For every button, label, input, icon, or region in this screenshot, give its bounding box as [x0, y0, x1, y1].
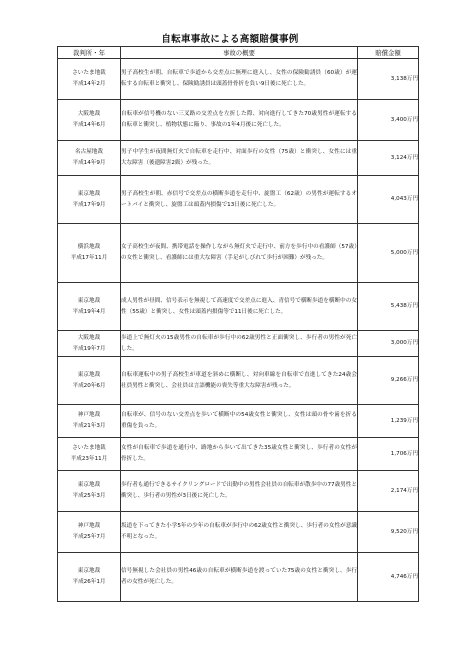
case-summary-cell: 歩行者も通行できるサイクリングロードで出勤中の男性会社員の自転車が散歩中の77歳男性と衝突し、歩行者の男性が3日後に死亡した。 — [121, 471, 358, 512]
case-court-cell — [58, 141, 121, 176]
case-summary-cell: 信号無視した会社員の男性46歳の自転車が横断歩道を渡っていた75歳の女性と衝突し、歩行者の女性が死亡した。 — [121, 553, 358, 602]
court-name: さいたま地裁 — [72, 445, 106, 451]
case-summary-cell: 歩道上で無灯火の15歳男性の自転車が歩行中の62歳男性と正面衝突し、歩行者の男性が死亡した。 — [121, 331, 358, 357]
table-row — [58, 176, 419, 224]
judgment-year: 平成26年1月 — [72, 579, 106, 585]
judgment-year: 平成25年7月 — [72, 534, 106, 540]
table-row — [58, 512, 419, 553]
compensation-cases-table — [57, 46, 419, 602]
judgment-year: 平成25年3月 — [72, 493, 106, 499]
table-row — [58, 553, 419, 602]
compensation-amount-cell: 1,239万円 — [358, 405, 419, 438]
case-summary-cell: 男子高校生が朝、自転車で歩道から交差点に無理に進入し、女性の保険勧誘員（60歳）が運転する自転車と衝突し、保険勧誘員は頭蓋骨骨折を負い9日後に死亡した。 — [121, 59, 358, 100]
header-court: 裁判所・年 — [58, 47, 121, 59]
judgment-year: 平成14年2月 — [72, 81, 106, 87]
court-name: 東京地裁 — [77, 568, 101, 574]
case-court-cell — [58, 553, 121, 602]
case-summary-cell: 男子高校生が朝、赤信号で交差点の横断歩道を走行中、旋盤工（62歳）の男性が運転するオートバイと衝突し、旋盤工は頭蓋内損傷で13日後に死亡した。 — [121, 176, 358, 224]
case-court-cell — [58, 405, 121, 438]
compensation-amount-cell: 9,520万円 — [358, 512, 419, 553]
court-name: 神戸地裁 — [77, 523, 101, 529]
case-court-cell — [58, 176, 121, 224]
court-name: 横浜地裁 — [77, 244, 101, 250]
judgment-year: 平成19年7月 — [72, 345, 106, 352]
table-row — [58, 283, 419, 331]
compensation-amount-cell: 3,000万円 — [358, 331, 419, 357]
case-summary-cell: 男子中学生が夜間無灯火で自転車を走行中、対面歩行の女性（75歳）と衝突し、女性には重大な障害（後遺障害2級）が残った。 — [121, 141, 358, 176]
judgment-year: 平成14年9月 — [72, 160, 106, 166]
court-name: さいたま地裁 — [72, 70, 106, 76]
compensation-amount-cell: 5,000万円 — [358, 224, 419, 283]
compensation-amount-cell: 3,138万円 — [358, 59, 419, 100]
court-name: 東京地裁 — [77, 297, 101, 304]
table-row — [58, 224, 419, 283]
compensation-amount-cell: 2,174万円 — [358, 471, 419, 512]
table-header-row — [58, 47, 419, 59]
case-court-cell — [58, 59, 121, 100]
compensation-amount-cell: 3,124万円 — [358, 141, 419, 176]
case-court-cell — [58, 438, 121, 471]
case-summary-cell: 自転車運転中の男子高校生が車道を斜めに横断し、対向車線を自転車で直進してきた24歳会社員男性と衝突し、会社員は言語機能の喪失等重大な障害が残った。 — [121, 357, 358, 405]
court-name: 大阪地裁 — [77, 111, 101, 117]
compensation-amount-cell: 5,438万円 — [358, 283, 419, 331]
case-summary-cell: 自転車が、信号のない交差点を歩いて横断中の54歳女性と衝突し、女性は頭の骨や歯を折る重傷を負った。 — [121, 405, 358, 438]
judgment-year: 平成17年9月 — [72, 201, 106, 208]
compensation-amount-cell: 9,266万円 — [358, 357, 419, 405]
table-row — [58, 331, 419, 357]
table-row — [58, 357, 419, 405]
court-name: 大阪地裁 — [77, 334, 101, 341]
court-name: 神戸地裁 — [77, 412, 101, 418]
case-summary-cell: 女子高校生が夜間、携帯電話を操作しながら無灯火で走行中、前方を歩行中の看護師（57歳）の女性と衝突し、看護師には重大な障害（手足がしびれて歩行が困難）が残った。 — [121, 224, 358, 283]
judgment-year: 平成20年6月 — [72, 382, 106, 389]
case-court-cell — [58, 471, 121, 512]
compensation-amount-cell: 1,706万円 — [358, 438, 419, 471]
case-court-cell — [58, 224, 121, 283]
court-name: 名古屋地裁 — [75, 149, 103, 155]
table-row — [58, 471, 419, 512]
case-summary-cell: 自転車が信号機のない三叉路の交差点を左折した際、対向進行してきた70歳男性が運転する自転車と衝突し、植物状態に陥り、事故の1年4月後に死亡した。 — [121, 100, 358, 141]
table-body — [58, 59, 419, 602]
case-summary-cell: 坂道を下ってきた小学5年の少年の自転車が歩行中の62歳女性と衝突し、歩行者の女性が意識不明となった。 — [121, 512, 358, 553]
judgment-year: 平成23年11月 — [70, 456, 108, 462]
court-name: 東京地裁 — [77, 482, 101, 488]
table-row — [58, 141, 419, 176]
case-court-cell — [58, 331, 121, 357]
case-summary-cell: 女性が自転車で歩道を通行中、路地から歩いて出てきた35歳女性と衝突し、歩行者の女性が骨折した。 — [121, 438, 358, 471]
header-amount: 賠償金額 — [358, 47, 419, 59]
case-court-cell — [58, 512, 121, 553]
case-court-cell — [58, 283, 121, 331]
page-title: 自転車事故による高額賠償事例 — [161, 34, 299, 45]
table-row — [58, 438, 419, 471]
table-row — [58, 59, 419, 100]
judgment-year: 平成21年3月 — [72, 423, 106, 429]
judgment-year: 平成17年11月 — [70, 255, 108, 261]
table-row — [58, 100, 419, 141]
case-court-cell — [58, 100, 121, 141]
compensation-amount-cell: 4,043万円 — [358, 176, 419, 224]
court-name: 東京地裁 — [77, 371, 101, 378]
compensation-amount-cell: 4,746万円 — [358, 553, 419, 602]
judgment-year: 平成14年6月 — [72, 122, 106, 128]
case-court-cell — [58, 357, 121, 405]
court-name: 東京地裁 — [77, 190, 101, 197]
case-summary-cell: 成人男性が昼間、信号表示を無視して高速度で交差点に進入、青信号で横断歩道を横断中の女性（55歳）と衝突し、女性は頭蓋内損傷等で11日後に死亡した。 — [121, 283, 358, 331]
judgment-year: 平成19年4月 — [72, 308, 106, 315]
header-summary: 事故の概要 — [121, 47, 358, 59]
table-row — [58, 405, 419, 438]
compensation-amount-cell: 3,400万円 — [358, 100, 419, 141]
